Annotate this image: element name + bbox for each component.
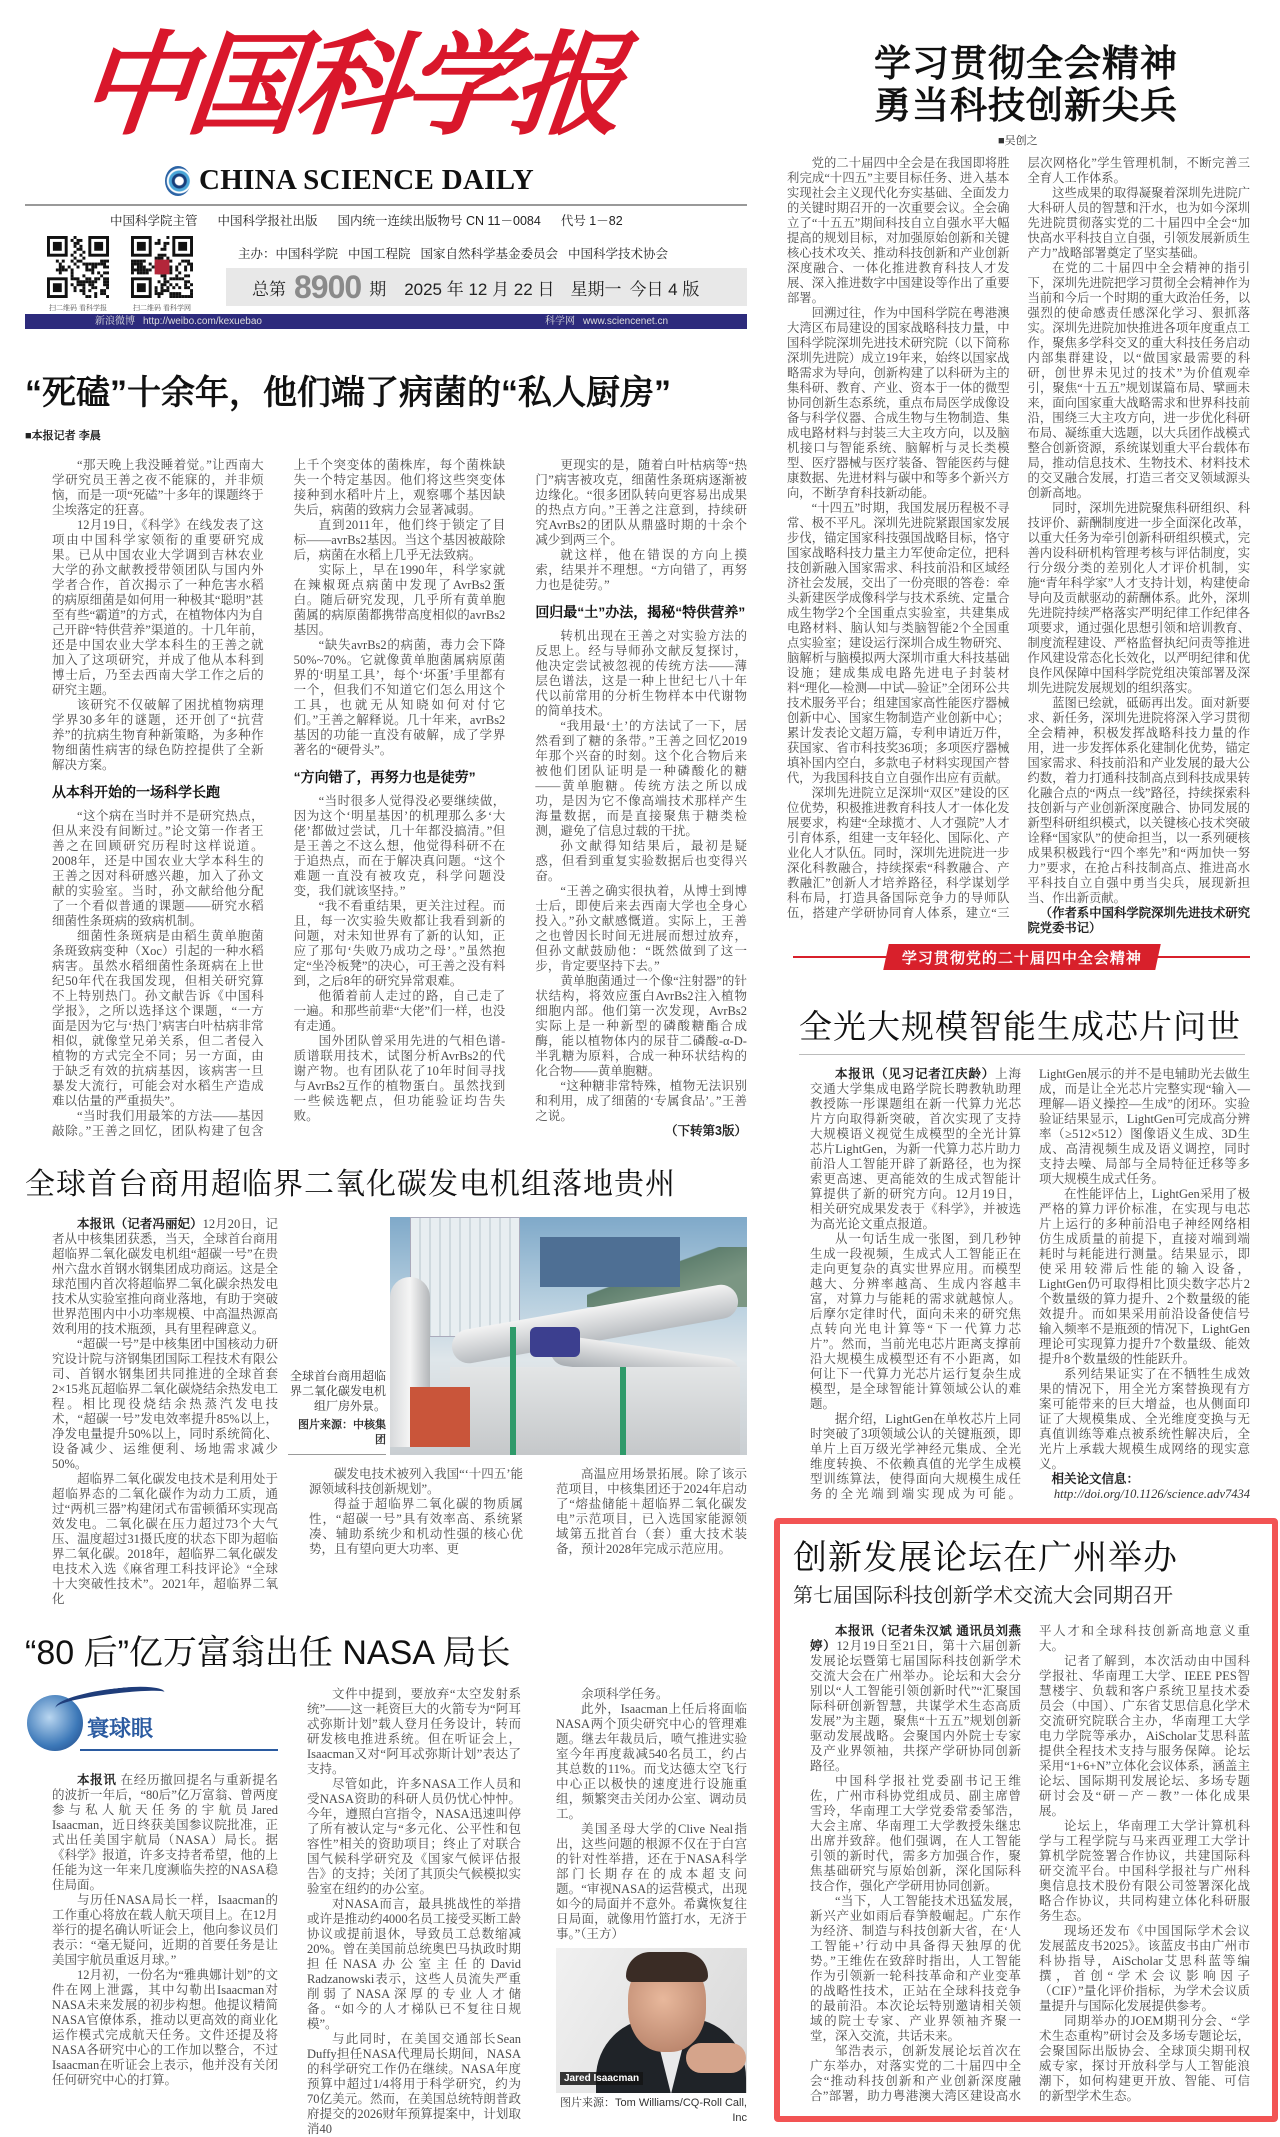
paragraph: 此外，Isaacman上任后将面临NASA两个顶尖研究中心的管理难题。继去年裁员后，喷气推进实验室今年再度裁减540名员工，约占其总数的11%。而戈达德太空飞行中心正以极快的速度进行设施重组，频繁突击关闭办公室、调动员工。 [556,1702,747,1821]
paragraph: 这些成果的取得凝聚着深圳先进院广大科研人员的智慧和汗水，也为如今深圳先进院贯彻落实党的二十届四中全会“加快高水平科技自立自强，引领发展新质生产力”战略部署奠定了坚实基础。 [1027,186,1250,260]
commentary-body [787,156,1250,936]
nasa-block [25,1687,747,2137]
right-column [787,44,1250,2122]
issue-number: 8900 [294,268,362,305]
paragraph: 就这样，他在错误的方向上摸索，结果并不理想。“方向错了，再努力也是徒劳。” [535,548,747,592]
subheading: 从本科开始的一场科学长跑 [52,784,220,800]
commentary-author: ■吴创之 [998,135,1038,147]
forum-subheadline: 第七届国际科技创新学术交流大会同期召开 [793,1585,1173,1607]
paragraph: 实际上，早在1990年，科学家就在辣椒斑点病菌中发现了AvrBs2蛋白。随后研究发现，几乎所有黄单胞菌属的病原菌都携带高度相似的avrBs2基因。 [293,563,506,637]
section-banner [883,944,1161,970]
photo-credit: 图片来源：Tom Williams/CQ-Roll Call, Inc [559,2097,747,2124]
swoosh-icon [54,1683,166,1716]
paragraph: “这个病在当时并不是研究热点，但从来没有间断过。”论文第一作者王善之在回顾研究历程时这样说道。2008年，还是中国农业大学本科生的王善之因对科研感兴趣，加入了孙文献的实验室。当时，孙文献给他分配了一个看似普通的课题——研究水稻细菌性条斑病的致病机制。 [52,809,264,928]
subheading: “方向错了，再努力也是徒劳” [293,769,476,785]
paragraph: 细菌性条斑病是由稻生黄单胞菌条斑致病变种（Xoc）引起的一种水稻病害。虽然水稻细菌性条斑病在上世纪50年代在我国发现，但相关研究算不上特别热门。孙文献告诉《中国科学报》，之所以选择这个课题，“一方面是因为它与‘热门’病害白叶枯病非常相似，就像堂兄弟关系，但二者侵入植物的方式完全不同；另一方面，由于缺乏有效的抗病基因，该病害一旦暴发大流行，可能会对水稻生产造成难以估量的严重损失”。 [52,929,264,1108]
paragraph-text: 上海交通大学集成电路学院长聘教轨助理教授陈一彤课题组在新一代算力光芯片方向取得新突破，首次实现了支持大规模语义视觉生成模型的全光计算芯片LightGen，为新一代算力芯片助力前沿人工智能开辟了新路径，也为探索更高速、更高能效的生成式智能计算提供了新的研究方向。12月19日，相关研究成果发表于《科学》，并被选为高光论文重点报道。 [810,1067,1021,1231]
commentary-headline[interactable] [874,44,1250,128]
paragraph: “那天晚上我没睡着觉。”让西南大学研究员王善之夜不能寐的，并非烦恼，而是一项“死磕”十多年的课题终于尘埃落定的狂喜。 [52,458,264,517]
paragraph: 黄单胞菌通过一个像“注射器”的针状结构，将效应蛋白AvrBs2注入植物细胞内部。他们第一次发现，AvrBs2实际上是一种新型的磷酸糖酯合成酶，能以植物体内的尿苷二磷酸-α-D-半乳糖为原料，合成一种环状结构的化合物——黄单胞糖。 [535,974,747,1078]
lead-headline[interactable]: “死磕”十余年，他们端了病菌的“私人厨房” [25,374,671,412]
paragraph: 得益于超临界二氧化碳的物质属性，“超碳一号”具有效率高、系统紧凑、辅助系统少和机动性强的核心优势，且有望向更大功率、更 [309,1497,523,1556]
publication-info [110,211,623,229]
english-title-text: CHINA SCIENCE DAILY [199,164,534,196]
paragraph: 国外团队曾采用先进的气相色谱-质谱联用技术，试图分析AvrBs2的代谢产物。也有团队花了10年时间寻找与AvrBs2互作的植物蛋白。虽然找到一些候选靶点，但功能验证均告失败。 [293,1034,506,1123]
issue-date: 2025 年 12 月 22 日 [404,279,555,299]
paragraph-text: 在经历撤回提名与重新提名的波折一年后，“80后”亿万富翁、曾两度参与私人航天任务的宇航员Jared Isaacman，近日终获美国参议院批准，正式出任美国宇航局（NASA）局长。据《科学》报道，许多支持者希望，他的上任能为这一年来几度濒临失控的NASA稳住局面。 [52,1773,278,1892]
paragraph: 超临界二氧化碳发电技术是利用处于超临界态的二氧化碳作为动力工质，通过“两机三器”构建闭式布雷顿循环实现高效发电。二氧化碳在压力超过73个大气压、温度超过31摄氏度的状态下即为超临界二氧化碳。2018年，超临界二氧化碳发电技术入选《麻省理工科技评论》“全球十大突破性技术”。2021年，超临界二氧化 [52,1472,278,1606]
nasa-headline[interactable]: “80 后”亿万富翁出任 NASA 局长 [25,1634,511,1672]
qr-code-newspaper[interactable] [38,236,118,313]
subheading: 回归最“土”办法，揭秘“特供营养” [535,604,746,620]
paragraph: “当时很多人觉得没必要继续做，因为这个‘明星基因’的机理那么多‘大佬’都做过尝试，几十年都没搞清。”但是王善之不这么想，他觉得科研不在于追热点，而在于解决真问题。“这个难题一直没有被攻克，科学问题没变，我们就该坚持。” [293,794,506,898]
dateline: 本报讯（记者朱汉斌 通讯员刘燕婷） [810,1624,1021,1653]
sponsor-item: 中国科学技术协会 [568,247,669,261]
english-title [165,164,534,197]
forum-headline[interactable]: 创新发展论坛在广州举办 [793,1539,1178,1577]
qr-code-icon [47,236,109,298]
paragraph: 更现实的是，随着白叶枯病等“热门”病害被攻克，细菌性条斑病逐渐被边缘化。“很多团队转向更容易出成果的热点方向。”王善之注意到，持续研究AvrBs2的团队从鼎盛时期的十余个减少到两三个。 [535,458,747,547]
paragraph: 在性能评估上，LightGen采用了极严格的算力评价标准，在实现与电芯片上运行的多种前沿电子神经网络相仿生成质量的前提下，直接对端到端耗时与耗能进行测量。结果显示，即使采用较滞后性能的输入设备，LightGen仍可取得相比顶尖数字芯片2个数量级的算力提升、2个数量级的能效提升。而如果采用前沿设备使信号输入频率不是瓶颈的情况下，LightGen理论可实现算力提升7个数量级、能效提升8个数量级的性能跃升。 [1039,1187,1250,1366]
blue-equipment [530,1327,580,1357]
paragraph: 美国圣母大学的Clive Neal指出，这些问题的根源不仅在于白宫的针对性举措，还在于NASA科学部门长期存在的成本超支问题。“审视NASA的运营模式，出现如今的局面并不意外。希冀恢复往日局面，就像用竹篮打水，无济于事。”（王方） [556,1822,747,1941]
weekday: 星期一 [570,279,622,299]
hand-shape [686,2043,746,2073]
paragraph: 深圳先进院立足深圳“双区”建设的区位优势，积极推进教育科技人才一体化发展要求，构建“全球揽才、人才强院”人才引育体系，组建一支年轻化、国际化、产业化人才队伍。同时，深圳先进院进一步深化科教融合，持续探索“科教融合、产教融汇”创新人才培养路径，科学谋划学科布局，打造具备国际竞争力的导师队伍，搭建产学研协同育人体系，建立“三层次网格化”学生管理机制，不断完善三全育人工作体系。 [787,156,1250,920]
energy-right [288,1217,747,1557]
headline-rule [799,1054,1245,1055]
lead-paragraph [810,1624,1021,1774]
paragraph: 在党的二十届四中全会精神的指引下，深圳先进院把学习贯彻全会精神作为当前和今后一个时期的重大政治任务，以强烈的使命感责任感深化学习、狠抓落实。深圳先进院加快推进各项年度重点工作，聚焦多学科交叉的重大科技任务启动内部集群建设，以“做国家最需要的科研，创世界未见过的技术”为价值观牵引，聚焦“十五五”规划谋篇布局、擘画未来，面向国家重大战略需求和世界科技前沿，围绕三大主攻方向，进一步优化科研布局、凝练重大选题，以大兵团作战模式整合创新资源，系统谋划重大平台载体布局，推动信息技术、生物技术、材料技术的交叉融合发展，打造三者交叉领域源头创新高地。 [1027,261,1250,500]
dateline: 本报讯（记者冯丽妃） [77,1217,203,1231]
weibo-link[interactable]: http://weibo.com/kexuebao [143,316,262,327]
column-logo [25,1687,278,1755]
green-pipe [620,1367,626,1455]
building [540,1237,680,1287]
paragraph: 文件中提到，要放弃“太空发射系统”——这一耗资巨大的火箭专为“阿耳忒弥斯计划”载人登月任务设计，转而研发核电推进系统。但在听证会上，Isaacman又对“阿耳忒弥斯计划”表达了支持。 [307,1687,521,1776]
chip-body [810,1067,1250,1502]
info-item: 国内统一连续出版物号 CN 11－0084 [337,214,541,228]
paragraph: “当时我们用最笨的方法——基因敲除。”王善之回忆，团队构建了包含上千个突变体的菌株库，每个菌株缺失一个特定基因。他们将这些突变体接种到水稻叶片上，观察哪个基因缺失后，病菌的致病力会显著减弱。 [52,458,506,1138]
energy-col-1 [52,1217,278,1607]
sponsor-item: 国家自然科学基金委员会 [420,247,559,261]
paragraph: 邹浩表示，创新发展论坛首次在广东举办，对落实党的二十届四中全会“推动科技创新和产业创新深度融合”部署，助力粤港澳大湾区建设高水平人才和全球科技创新高地意义重大。 [810,1624,1250,2103]
paragraph: 12月19日，《科学》在线发表了这项由中国科学家领衔的重要研究成果。已从中国农业大学调到吉林农业大学的孙文献教授带领团队与国内外学者合作，首次揭示了一种危害水稻的病原细菌是如何用一种极其“聪明”甚至有些“霸道”的方式，在植物体内为自己开辟“特供营养”渠道的。十几年前，还是中国农业大学本科生的王善之就加入了这项研究，并成了他从本科到博士后，乃至去西南大学工作之后的研究主题。 [52,518,264,697]
issue-date-bar [226,268,747,306]
masthead-logo: 中国科学报 [73,25,627,149]
dateline: 本报讯 [77,1773,121,1787]
paragraph: 余项科学任务。 [581,1687,669,1701]
section-banner-wrap [787,944,1250,970]
paragraph: 从一句话生成一张图，到几秒钟生成一段视频，生成式人工智能正在走向更复杂的真实世界应用。而模型越大、分辨率越高、生成内容越丰富，对算力与能耗的需求就越惊人。后摩尔定律时代，面向未来的研究焦点转向光电计算等“下一代算力芯片”。然而，当前光电芯片距离支撑前沿大规模生成模型还有不小距离，如何让下一代算力光芯片运行复杂生成模型，是全球智能计算领域公认的难题。 [810,1232,1021,1411]
banner-label: 学习贯彻党的二十届四中全会精神 [901,949,1142,967]
energy-col-2 [309,1467,523,1557]
paragraph: 据介绍，LightGen在单枚芯片上同时突破了3项领域公认的关键瓶颈，即单片上百万级光学神经元集成、全光维度转换、不依赖真值的光学生成模型训练算法，使得面向大规模生成任务的全光端到端实现成为可能。LightGen展示的并不是电辅助光去做生成，而是让全光芯片完整实现“输入—理解—语义操控—生成”的闭环。实验验证结果显示，LightGen可完成高分辨率（≥512×512）图像语义生成、3D生成、高清视频生成及语义调控，同时支持去噪、局部与全局特征迁移等多项大规模生成式任务。 [810,1067,1250,1501]
highlight-frame [774,1518,1278,2122]
paragraph-text: 12月20日，记者从中核集团获悉，当天，全球首台商用超临界二氧化碳发电机组“超碳一号”在贵州六盘水首钢水钢集团成功商运。这是全球范围内首次将超临界二氧化碳余热发电技术从实验室推向商业落地，有助于突破世界范围内中小功率规模、中高温热源高效利用的技术瓶颈，具有里程碑意义。 [52,1217,278,1336]
issue-prefix: 总第 [252,279,286,299]
site-label: 科学网 [545,316,575,327]
paragraph-text: 12月19日至21日，第十六届创新发展论坛暨第七届国际科技创新学术交流大会在广州举办。论坛和大会分别以“人工智能引领创新时代”“汇聚国际科研创新智慧，共谋学术生态高质发展”为主题，聚焦“十五五”规划创新驱动发展战略。会聚国内外院士专家及产业界领袖，共探产学研协同创新路径。 [810,1639,1021,1773]
sponsors [238,244,668,262]
paragraph: 该研究不仅破解了困扰植物病理学界30多年的谜题，还开创了“抗营养”的抗病生物育种新策略，为多种作物细菌性病害的绿色防控提供了全新解决方案。 [52,698,264,772]
paragraph: 转机出现在王善之对实验方法的反思上。经与导师孙文献反复探讨，他决定尝试被忽视的传统方法——薄层色谱法，这是一种上世纪七八十年代以前常用的分析生物样本中代谢物的简单技术。 [535,629,747,718]
photo-name-tag: Jared Isaacman [560,2072,643,2085]
red-equipment [410,1387,470,1447]
chip-headline[interactable]: 全光大规模智能生成芯片问世 [799,1008,1241,1045]
sponsor-item: 中国工程院 [348,247,411,261]
paragraph: “这种糖非常特殊，植物无法识别和利用，成了细菌的‘专属食品’。”王善之说。 [535,1079,747,1123]
dateline: 本报讯（见习记者江庆龄） [835,1067,996,1081]
nasa-col-3 [556,1687,747,1942]
photo-credit: 图片来源：中核集团 [298,1419,386,1446]
paragraph: 蓝图已绘就，砥砺再出发。面对新要求、新任务，深圳先进院将深入学习贯彻全会精神，积极发挥战略科技力量的作用，进一步发挥体系化建制化优势，锚定国家需求、科技前沿和产业发展的最大公约数，着力打通科技制高点到科技成果转化融合点的“两点一线”路径，持续探索科技创新与产业创新深度融合、协同发展的新型科研组织模式，以关键核心技术突破诠释“国家队”的使命担当，以一系列硬核成果积极践行“四个率先”和“两加快一努力”要求，在抢占科技制高点、推进高水平科技自立自强中勇当尖兵，展现新担当、作出新贡献。 [1027,696,1250,905]
doi-link: http://doi.org/10.1126/science.adv7434 [1053,1487,1250,1501]
paragraph: 对NASA而言，最具挑战性的举措或许是推动约4000名员工接受买断工龄协议或提前退休，导致员工总数缩减20%。曾在美国前总统奥巴马执政时期担任NASA办公室主任的David Radzanowski表示，这些人员流失严重削弱了NASA深厚的专业人才储备。“如今的人才梯队已不复往日规模”。 [307,1897,521,2031]
paragraph: 同期举办的JOEM期刊分会、“学术生态重构”研讨会及多场专题论坛，会聚国际出版协会、全球顶尖期刊权威专家，探讨开放科学与人工智能浪潮下，如何构建更开放、智能、可信的新型学术生态。 [1039,2014,1250,2103]
paragraph: 与此同时，在美国交通部长Sean Duffy担任NASA代理局长期间，NASA的科学研究工作仍在继续。NASA年度预算中超过1/4将用于科学研究，约为70亿美元。然而，在美国总统特朗普政府提交的2026财年预算提案中，计划取消40 [307,2032,521,2136]
paragraph: 系列结果证实了在不牺牲生成效果的情况下，用全光方案替换现有方案可能带来的巨大增益，也从侧面印证了大规模集成、全光维度变换与无真值训练等难点被系统性解决后，全光片上承载大规模生成网络的现实意义。 [1039,1367,1250,1471]
qr-label: 扫二维码 看科学报 [49,305,107,312]
commentary-headline-line: 学习贯彻全会精神 [874,44,1178,85]
paragraph: 高温应用场景拓展。除了该示范项目，中核集团还于2024年启动了“熔盐储能＋超临界二氧化碳发电”示范项目，已入选国家能源领域第五批首台（套）重大技术装备，预计2028年完成示范应用。 [556,1467,747,1556]
paragraph: 论坛上，华南理工大学计算机科学与工程学院与马来西亚理工大学计算机学院签署合作协议，共建国际科研交流平台。中国科学报社与广州科奥信息技术股份有限公司签署深化战略合作协议，共同构建立体化科研服务生态。 [1039,1819,1250,1923]
links-bar [25,314,747,329]
nasa-col-2 [307,1687,521,2137]
commentary-headline-line: 勇当科技创新尖兵 [874,86,1178,127]
nasa-col-1 [52,1773,278,2088]
qr-label: 扫二维码 看科学网 [133,305,191,312]
lead-body [52,458,747,1139]
paragraph: 12月初，一份名为“雅典娜计划”的文件在网上泄露，其中勾勒出Isaacman对NASA未来发展的初步构想。他提议精简NASA官僚体系，推动以更高效的商业化运作模式完成航天任务。文件还提及将NASA各研究中心的工作加以整合，不过Isaacman在听证会上表示，他并没有关闭任何研究中心的打算。 [52,1968,278,2087]
lead-paragraph [810,1067,1021,1232]
column-logo-rule [80,1749,278,1751]
paragraph: “缺失avrBs2的病菌，毒力会下降50%~70%。它就像黄单胞菌属病原菌界的‘明星工具’，每个‘坏蛋’手里都有一个，但我们不知道它们怎么用这个工具，也就无从知晓如何对付它们。”王善之解释说。几十年来，avrBs2基因的功能一直没有破解，成了学界著名的“硬骨头”。 [293,638,506,757]
issue-suffix: 期 [369,279,387,299]
photo-caption: 全球首台商用超临界二氧化碳发电机组厂房外景。 [289,1369,386,1413]
site-link[interactable]: www.sciencenet.cn [583,316,669,327]
paragraph: 与历任NASA局长一样，Isaacman的工作重心将放在载人航天项目上。在12月举行的提名确认听证会上，他向参议员们表示：“毫无疑问，近期的首要任务是让美国宇航员重返月球。” [52,1893,278,1967]
energy-block [25,1217,747,1607]
forum-body [810,1624,1250,2104]
paragraph: “超碳一号”是中核集团中国核动力研究设计院与济钢集团国际工程技术有限公司、首钢水钢集团共同推进的全球首套2×15兆瓦超临界二氧化碳烧结余热发电工程。相比现役烧结余热蒸汽发电技术，“超碳一号”发电效率提升85%以上，净发电量提升50%以上，同时系统简化、设备减少、运维便利、场地需求减少50%。 [52,1337,278,1471]
paragraph: 尽管如此，许多NASA工作人员和受NASA资助的科研人员仍忧心忡忡。今年，遵照白宫指令，NASA迅速叫停了所有被认定与“多元化、公平性和包容性”相关的资助项目；终止了对联合国气候科学研究及《国家气候评估报告》的支持；关闭了其顶尖气候模拟实验室在纽约的办公室。 [307,1777,521,1896]
page-count: 今日 4 版 [629,279,700,299]
energy-col-3 [556,1467,747,1557]
paragraph: 现场还发布《中国国际学术会议发展蓝皮书2025》。该蓝皮书由广州市科协指导，AiScholar艾思科蓝等编撰，首创“学术会议影响因子（CIF）”量化评价指标，为学术会议质量提升与国际化发展提供参考。 [1039,1924,1250,2013]
weibo-label: 新浪微博 [95,316,135,327]
paragraph: 党的二十届四中全会是在我国即将胜利完成“十四五”主要目标任务、进入基本实现社会主义现代化夯实基础、全面发力的关键时期召开的一次重要会议。全会确立了“十五五”期间科技自立自强水平大幅提高的规划目标，对加强原始创新和关键核心技术攻关、推动科技创新和产业创新深度融合、一体化推进教育科技人才发展、深入推进数字中国建设等作出了重要部署。 [787,156,1010,305]
left-column [25,362,747,2137]
isaacman-photo [556,1948,747,2093]
lead-paragraph [52,1773,278,1893]
green-pipe [510,1327,516,1455]
paragraph: “王善之确实很执着，从博士到博士后，即使后来去西南大学也全身心投入。”孙文献感慨道。实际上，王善之也曾因长时间无进展而想过放弃，但孙文献鼓励他：“既然做到了这一步，肯定要坚持下去。” [535,884,747,973]
paragraph: 同时，深圳先进院聚焦科研组织、科技评价、薪酬制度进一步全面深化改革，以重大任务为牵引创新科研组织模式，完善内设科研机构管理考核与评估制度，实行分级分类的差别化人才评价机制，实施“青年科学家”人才支持计划，构建使命导向及贡献驱动的薪酬体系。此外，深圳先进院持续严格落实严明纪律工作纪律各项要求，通过强化思想引领和培训教育、制度流程建设、严格监督执纪问责等推进作风建设常态化长效化，以严明纪律和优良作风保障中国科学院党组决策部署及深圳先进院发展规划的组织落实。 [1027,501,1250,695]
paragraph: 中国科学报社党委副书记王维佐，广州市科协党组成员、副主席曾雪玲，华南理工大学党委常委邹浩，大会主席、华南理工大学教授朱继忠出席并致辞。他们强调，在人工智能引领的新时代，需多方加强合作，聚焦基础研究与原始创新，深化国际科技合作，强化产学研用协同创新。 [810,1774,1021,1893]
info-item: 中国科学院主管 [110,214,198,228]
qr-code-website[interactable] [122,236,202,313]
paragraph: 记者了解到，本次活动由中国科学报社、华南理工大学、IEEE PES智慧楼宇、负载和客户系统卫星技术委员会（中国）、广东省艾思信息化学术交流研究院联合主办，华南理工大学电力学院等承办，AiScholar艾思科蓝提供全程技术支持与服务保障。论坛采用“1+6+N”立体化会议体系，涵盖主论坛、国际期刊发展论坛、多场专题研讨会及“研－产－教”一体化成果展。 [1039,1654,1250,1818]
newspaper-logo-icon [165,166,191,196]
column-logo-text: 寰球眼 [87,1716,154,1741]
paragraph: “我用最‘土’的方法试了一下，居然看到了糖的条带。”王善之回忆2019年那个兴奋的时刻。这个化合物后来被他们团队证明是一种磷酸化的糖——黄单胞糖。传统方法之所以成功，是因为它不像高端技术那样产生海量数据，而是直接聚焦于糖类检测，避免了信息过载的干扰。 [535,719,747,838]
masthead-divider [25,204,747,206]
author-note: （作者系中国科学院深圳先进技术研究院党委书记） [1027,906,1250,935]
continued-note: （下转第3版） [665,1124,747,1138]
power-plant-photo [390,1217,747,1455]
paragraph: 孙文献得知结果后，最初是疑惑，但看到重复实验数据后也变得兴奋。 [535,839,747,883]
hair-shape [626,1952,708,1982]
paragraph: “当下，人工智能技术迅猛发展，新兴产业如雨后春笋般崛起。广东作为经济、制造与科技创新大省，在‘人工智能+’行动中具备得天独厚的优势。”王维佐在致辞时指出，人工智能作为引领新一轮科技革命和产业变革的战略性技术，正站在全球科技竞争的最前沿。本次论坛特别邀请相关领域的院士专家、产业界领袖齐聚一堂，深入交流，共话未来。 [810,1894,1021,2043]
info-item: 代号 1－82 [560,214,623,228]
lead-byline: ■本报记者 李晨 [25,430,101,442]
info-item: 中国科学报社出版 [217,214,318,228]
machinery [450,1367,740,1455]
qr-code-icon [131,236,193,298]
paragraph: “十四五”时期，我国发展历程极不寻常、极不平凡。深圳先进院紧跟国家发展步伐，锚定国家科技强国战略目标，恪守国家战略科技力量主力军使命定位，把科技创新融入国家需求、科技前沿和区域经济社会发展，交出了一份亮眼的答卷：牵头新建医学成像科学与技术系统、定量合成生物学2个全国重点实验室，共建集成电路材料、脑认知与类脑智能2个全国重点实验室；建设运行深圳合成生物研究、脑解析与脑模拟两大深圳市重大科技基础设施；建成集成电路先进电子封装材料“理化—检测—中试—验证”全闭环公共技术服务平台；组建国家高性能医疗器械创新中心、国家生物制造产业创新中心；累计发表论文超万篇，专利申请近万件，获国家、省市科技奖36项；多项医疗器械填补国内空白，多款电子材料实现国产替代，为我国科技自立自强作出应有贡献。 [787,501,1010,785]
paragraph: 他循着前人走过的路，自己走了一遍。和那些前辈“大佬”们一样，也没有走通。 [293,989,506,1033]
lead-paragraph [52,1217,278,1337]
paragraph: 直到2011年，他们终于锁定了目标——avrBs2基因。当这个基因被敲除后，病菌在水稻上几乎无法致病。 [293,518,506,562]
paragraph: 碳发电技术被列入我国“‘十四五’能源领域科技创新规划”。 [309,1467,523,1496]
paragraph: 回溯过往，作为中国科学院在粤港澳大湾区布局建设的国家战略科技力量，中国科学院深圳先进技术研究院（以下简称深圳先进院）成立19年来，始终以国家战略需求为导向，创新构建了以科研为主的集科研、教育、产业、资本于一体的微型协同创新生态系统，重点布局医学成像设备与科学仪器、合成生物与生物制造、集成电路材料与封装三大主攻方向，以及脑机接口与智能系统、脑解析与灵长类模型、医疗器械与医疗装备、智能医药与健康数据、先进材料与碳中和等多个新兴方向，不断孕育科技新动能。 [787,306,1010,500]
paragraph: “我不看重结果，更关注过程。而且，每一次实验失败都让我看到新的问题，对未知世界有了新的认知，正应了那句‘失败乃成功之母’。”虽然抱定“坐冷板凳”的决心，可王善之没有料到，之后8年的研究异常艰难。 [293,899,506,988]
sponsor-item: 主办：中国科学院 [238,247,339,261]
author-note: 相关论文信息： [1051,1472,1140,1486]
energy-headline[interactable]: 全球首台商用超临界二氧化碳发电机组落地贵州 [25,1168,676,1201]
